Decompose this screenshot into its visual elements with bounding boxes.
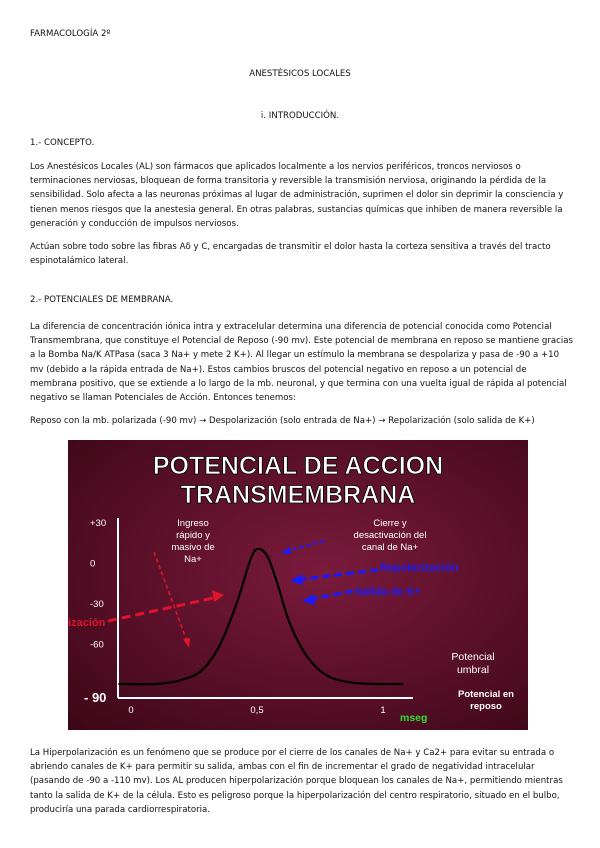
figure-title-line2: TRANSMEMBRANA bbox=[180, 481, 416, 509]
paragraph-fibras: Actúan sobre todo sobre las fibras Aδ y C, encargadas de transmitir el dolor hasta la corteza sensitiva a través del tracto espinotalámico lateral. bbox=[30, 242, 551, 267]
label-reposo-1: Potencial en bbox=[458, 689, 514, 700]
label-salida-k: Salida de K+ bbox=[355, 586, 421, 598]
x-unit-label: mseg bbox=[400, 712, 428, 724]
annot-cierre-1: Cierre y bbox=[373, 518, 407, 529]
paragraph-concepto: Los Anestésicos Locales (AL) son fármacos que aplicados localmente a los nervios periféricos, troncos nerviosos o terminaciones nerviosas, bloquean de forma transitoria y reversible la transmisión nerviosa, originando la pérdida de la sensibilidad. Solo afecta a las neuronas próximas al lugar de administración, suprimen el dolor sin deprimir la consciencia y tienen menos riesgos que la anestesia general. En otras palabras, sustancias químicas que inhiben de manera reversible la generación y conducción de impulsos nerviosos. bbox=[30, 162, 564, 229]
label-umbral-1: Potencial bbox=[451, 651, 495, 663]
annot-cierre-3: canal de Na+ bbox=[361, 542, 419, 553]
paragraph-potenciales: La diferencia de concentración iónica intra y extracelular determina una diferencia de potencial conocida como Potencial Transmembrana, que constituye el Potencial de Reposo (-90 mv). Este potencial de membrana en reposo se mantiene gracias a la Bomba Na/K ATPasa (saca 3 Na+ y mete 2 K+). Al llegar un estímulo la membrana se despolariza y pasa de -90 a +10 mv (debido a la rápida entrada de Na+). Estos cambios bruscos del potencial negativo en reposo a un potencial de membrana positivo, que se extiende a lo largo de la mb. neuronal, y que termina con una vuelta igual de rápida al potencial negativo se llaman Potenciales de Acción. Entonces tenemos: bbox=[30, 322, 574, 404]
y-tick-label: -60 bbox=[90, 639, 104, 651]
label-umbral-2: umbral bbox=[456, 664, 490, 676]
x-tick-label: 1 bbox=[380, 705, 386, 716]
annot-ingreso-4: Na+ bbox=[184, 554, 202, 565]
y-tick-label: +30 bbox=[90, 518, 107, 529]
section-heading-introduccion: i. INTRODUCCIÓN. bbox=[260, 111, 340, 121]
annot-ingreso-3: masivo de bbox=[171, 542, 215, 553]
document-title: ANESTÉSICOS LOCALES bbox=[249, 69, 351, 79]
x-tick-label: 0,5 bbox=[250, 705, 264, 716]
y-tick-label: 0 bbox=[90, 558, 96, 570]
label-despolarizacion-cut: ización bbox=[68, 617, 106, 629]
action-potential-figure bbox=[68, 440, 528, 730]
subheading-concepto: 1.- CONCEPTO. bbox=[30, 138, 95, 148]
label-repolarizacion: Repolarización bbox=[380, 562, 459, 574]
paragraph-hiperpolarizacion: La Hiperpolarización es un fenómeno que se produce por el cierre de los canales de Na+ y Ca2+ para evitar su entrada o abriendo canales de K+ para permitir su salida, ambas con el fin de incrementar el grado de negatividad intracelular (pasando de -90 a -110 mv). Los AL producen hiperpolarización porque bloquean los canales de Na+, permitiendo mientras tanto la salida de K+ de la célula. Esto es peligroso porque la hiperpolarización del centro respiratorio, situado en el bulbo, produciría una parada cardiorrespiratoria. bbox=[30, 748, 563, 815]
sequence-line: Reposo con la mb. polarizada (-90 mv) → Despolarización (solo entrada de Na+) → Repolarización (solo salida de K+) bbox=[30, 416, 535, 426]
section-heading-potenciales: 2.- POTENCIALES DE MEMBRANA. bbox=[30, 295, 174, 305]
annot-ingreso-1: Ingreso bbox=[177, 518, 209, 529]
label-reposo-2: reposo bbox=[470, 701, 502, 712]
course-header: FARMACOLOGÍA 2º bbox=[30, 29, 111, 39]
figure-title-line1: POTENCIAL DE ACCION bbox=[152, 452, 444, 480]
y-tick-label: -30 bbox=[90, 599, 104, 610]
y-tick-label: - 90 bbox=[84, 690, 107, 705]
x-tick-label: 0 bbox=[128, 705, 134, 716]
annot-ingreso-2: rápido y bbox=[176, 530, 210, 541]
annot-cierre-2: desactivación del bbox=[353, 530, 427, 541]
